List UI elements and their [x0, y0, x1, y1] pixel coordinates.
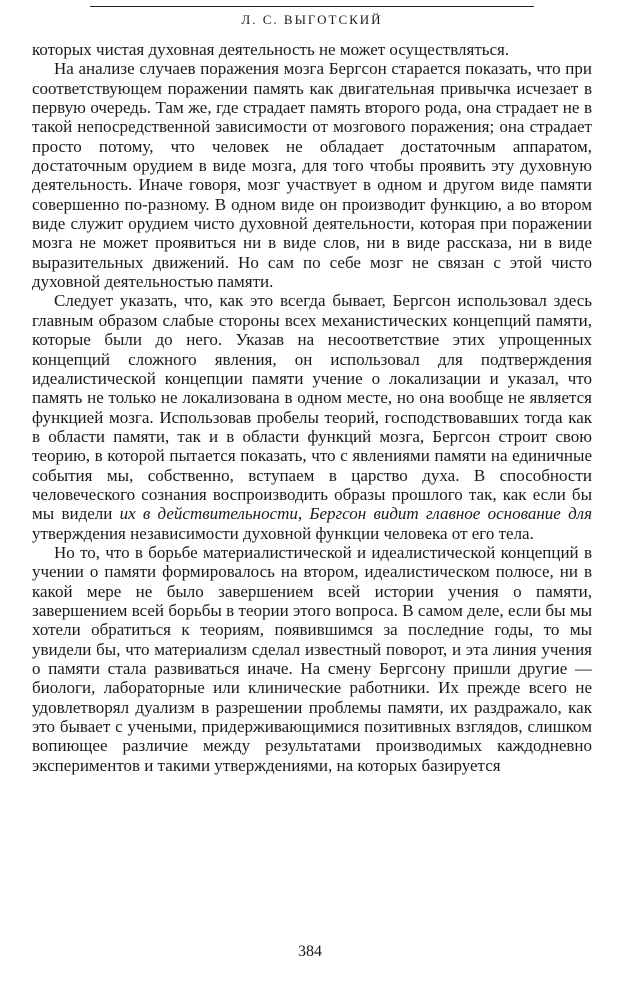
paragraph-mechanistic-concepts — [32, 291, 592, 542]
running-header-title: Л. С. ВЫГОТСКИЙ — [241, 12, 383, 27]
body-text — [32, 40, 592, 775]
running-header — [32, 0, 592, 36]
italic-passage: их в действительности, Бергсон видит главное основание для — [119, 504, 592, 524]
paragraph-continuation: которых чистая духовная деятельность не может осуществляться. — [32, 40, 510, 59]
header-rule — [90, 6, 534, 7]
page-number: 384 — [298, 943, 322, 960]
paragraph-materialism-turn: Но то, что в борьбе материалистической и идеалистической концепций в учении о памяти формировалось на втором, идеалистическом полюсе, ни в какой мере не было завершением всей истории учения о памяти, завершением всей борьбы в теории этого вопроса. В самом деле, если бы мы хотели обратиться к теориям, появившимся за последние годы, то мы увидели бы, что материализм сделал известный поворот, и эта линия учения о памяти стала развиваться иначе. На смену Бергсону пришли другие — биологи, лабораторные или клинические работники. Их прежде всего не удовлетворял дуализм в разрешении проблемы памяти, их раздражало, как это бывает с учеными, придерживающимися позитивных взглядов, слишком вопиющее различие между результатами производимых каждодневно экспериментов и такими утверждениями, на которых базируется — [32, 542, 592, 775]
paragraph-text-after: утверждения независимости духовной функции человека от его тела. — [32, 523, 534, 543]
paragraph-text-before: Следует указать, что, как это всегда бывает, Бергсон использовал здесь главным образом слабые стороны всех механистических концепций памяти, которые были до него. Указав на несоответствие этих упрощенных концепций сложного явления, он использовал для подтверждения идеалистической концепции памяти учение о локализации и указал, что память не только не локализована в одном месте, но она вообще не является функцией мозга. Использовав пробелы теорий, господствовавших тогда как в области памяти, так и в области функций мозга, Бергсон строит свою теорию, в которой пытается показать, что с явлениями памяти на единичные события мы, собственно, вступаем в царство духа. В способности человеческого сознания воспроизводить образы прошлого так, как если бы мы видели — [32, 291, 592, 524]
paragraph-bergson-brain: На анализе случаев поражения мозга Бергсон старается показать, что при соответствующем поражении память как двигательная привычка исчезает в первую очередь. Там же, где страдает память второго рода, она страдает не в такой непосредственной зависимости от мозгового поражения; она страдает просто потому, что человек не обладает достаточным аппаратом, достаточным орудием в виде мозга, для того чтобы проявить эту духовную деятельность. Иначе говоря, мозг участвует в одном и другом виде памяти совершенно по-разному. В одном виде он производит функцию, а во втором виде служит орудием чисто духовной деятельности, которая при поражении мозга не может проявиться ни в виде слов, ни в виде рассказа, ни в виде выразительных движений. Но сам по себе мозг не связан с этой чисто духовной деятельностью памяти. — [32, 59, 592, 292]
